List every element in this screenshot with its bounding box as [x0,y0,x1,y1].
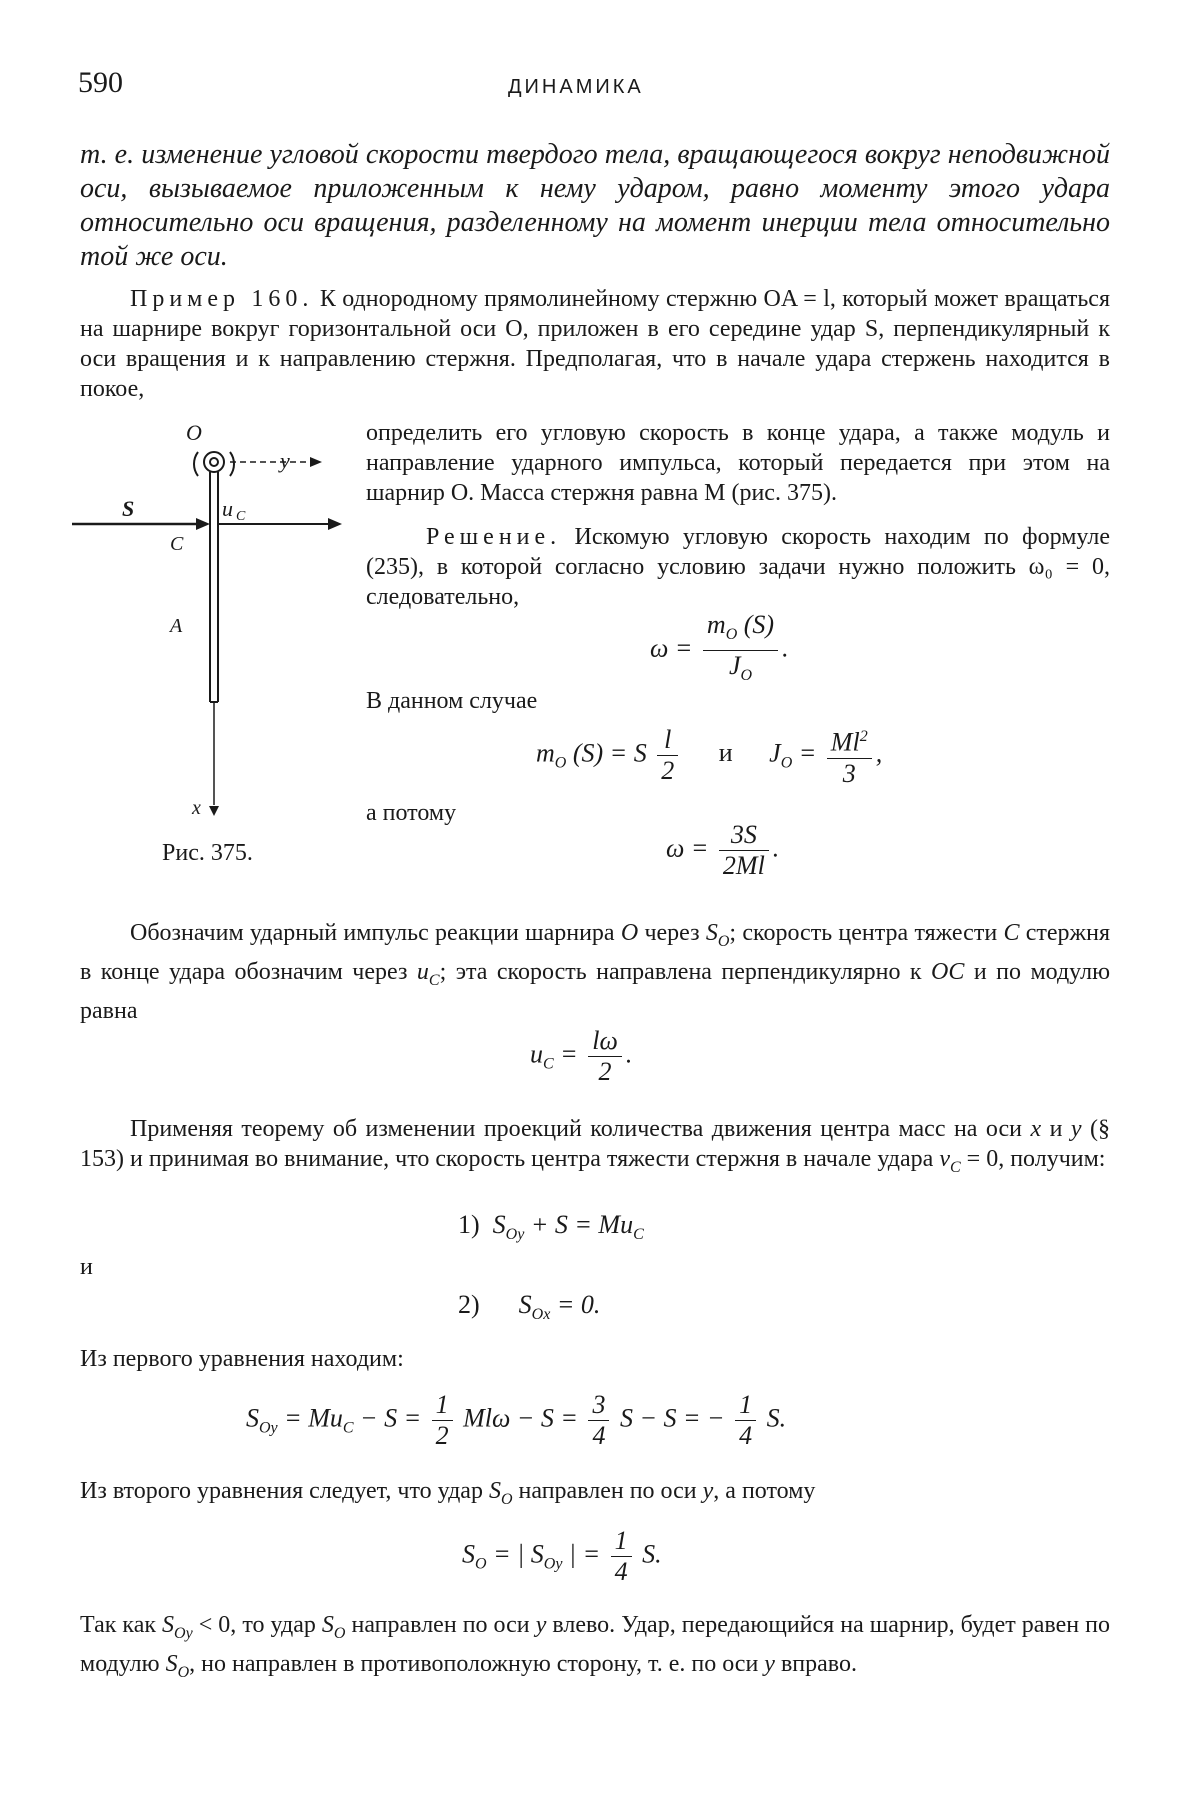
page-number: 590 [78,66,123,99]
paragraph-conclusion: Так как $S_{Oy} < 0$, то удар $S_O$ направлен по оси y влево. Удар, передающийся на шарнир, будет равен по модулю $S_O$, но направлен в противоположную сторону, т. е. по оси y вправо. [80,1612,1110,1681]
in-this-case-text: В данном случае [366,688,538,714]
eq-1-label: 1) [458,1210,480,1239]
intro-paragraph: т. е. изменение угловой скорости твердого тела, вращающегося вокруг неподвижной оси, вызываемое приложенным к нему ударом, равно моменту этого удара относительно оси вращения, разделенному на момент инерции тела относительно той же оси. [80,139,1110,272]
label-y: y [280,448,290,473]
paragraph-from-first: Из первого уравнения находим: [80,1346,404,1372]
equation-omega-general: ω = $\frac{m_O (S)}{J_O}$ . [650,610,789,685]
figure-375 [70,420,360,880]
equation-uc: $u_C$ = $\frac{l\omega}{2}$ . [530,1026,633,1086]
solution-paragraph [366,522,1110,612]
equation-omega-result: ω = $\frac{3S}{2Ml}$ . [666,820,780,880]
equation-moment-and-inertia: $m_O$ (S) = S $\frac{l}{2}$ и $J_O$ = $\frac{Ml^2}{3}$ , [536,722,882,789]
and-between-equations: и [80,1254,93,1280]
equation-so: $S_O$ = | $S_{Oy}$ | = $\frac{1}{4}$ S. [462,1526,662,1586]
figure-caption: Рис. 375. [162,840,253,866]
equation-1: 1) $S_{Oy} + S = Mu_C$ [458,1210,644,1244]
solution-text: Искомую угловую скорость находим по формуле (235), в которой согласно условию задачи нужно положить ω₀ = 0, следовательно, [366,524,1110,610]
label-c: C [170,533,184,555]
label-s: S [122,496,135,521]
solution-label: Решение. [426,524,562,550]
example-text: К однородному прямолинейному стержню OA = l, который может вращаться на шарнире вокруг горизонтальной оси O, приложен в его середине удар S, перпендикулярный к оси вращения и к направлению стержня. Предполагая, что в начале удара стержень находится в покое, [80,286,1110,402]
equation-soy: $S_{Oy} = Mu_C - S$ = $\frac{1}{2}$ Mlω − S = $\frac{3}{4}$ S − S = − $\frac{1}{4}$ S. [246,1390,787,1450]
label-a: A [170,615,183,637]
example-wrap-text: определить его угловую скорость в конце удара, а также модуль и направление ударного импульса, который передается при этом на шарнир O. Масса стержня равна M (рис. 375). [366,420,1110,506]
eq-2-label: 2) [458,1290,480,1319]
example-paragraph [80,284,1110,404]
label-uc: u [222,496,233,521]
pivot-circle [204,452,224,472]
label-x: x [192,797,201,819]
paragraph-impulse-definition: Обозначим ударный импульс реакции шарнира O через $S_O$; скорость центра тяжести C стержня в конце удара обозначим через $u_C$; эта скорость направлена перпендикулярно к OC и по модулю равна [80,920,1111,1024]
label-o: O [186,420,202,445]
label-uc-sub: C [236,509,246,524]
paragraph-from-second: Из второго уравнения следует, что удар $S_O$ направлен по оси y, а потому [80,1478,816,1508]
running-title: ДИНАМИКА [508,76,644,98]
example-label: Пример 160. [130,286,314,312]
and-so-text: а потому [366,800,457,826]
and-word: и [718,738,733,768]
equation-2: 2) $S_{Ox} = 0$. [458,1290,601,1324]
paragraph-momentum-theorem: Применяя теорему об изменении проекций количества движения центра масс на оси x и y (§ 153) и принимая во внимание, что скорость центра тяжести стержня в начале удара $v_C = 0$, получим: [80,1116,1110,1176]
